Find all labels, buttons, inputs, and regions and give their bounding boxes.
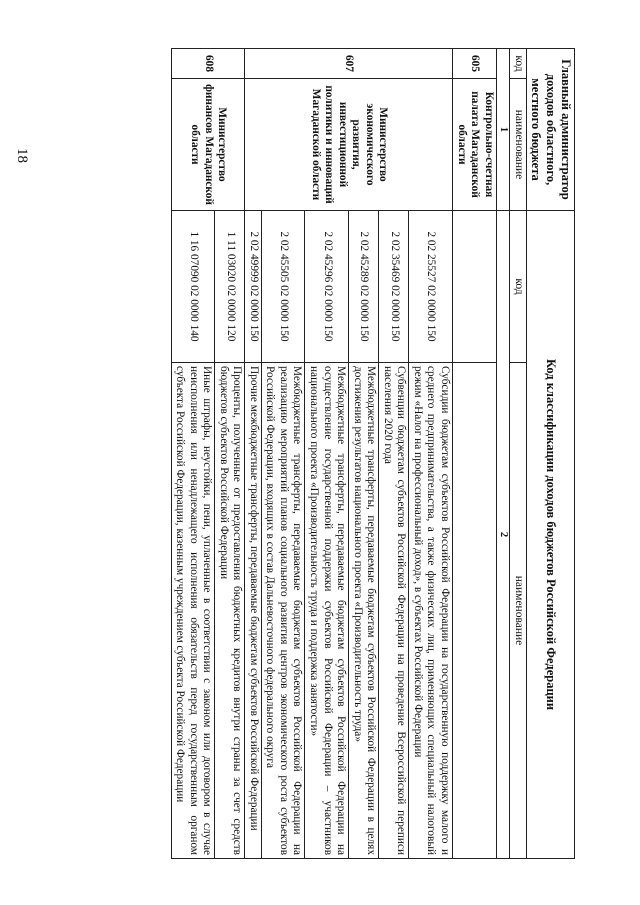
income-name: Прочие межбюджетные трансферты, передаваемые бюджетам субъектов Российской Федерации	[245, 363, 262, 859]
income-name: Межбюджетные трансферты, передаваемые бюджетам субъектов Российской Федерации на осуществление государственной поддержки субъектов Российской Федерации – участников национального проекта «Производительность труда и поддержка занятости»	[305, 363, 349, 859]
column-number-1: 1	[496, 49, 510, 211]
income-name: Субсидии бюджетам субъектов Российской Федерации на государственную поддержку малого и среднего предпринимательства, а также физических лиц, применяющих специальный налоговый режим «Налог на профессиональный доход», в субъектах Российской Федерации	[409, 363, 453, 859]
income-code: 2 02 49999 02 0000 150	[245, 211, 262, 363]
admin-name: Министерство экономического развития, инвестиционной политики и инноваций Магаданской области	[245, 79, 453, 211]
admin-group-header: Главный администратор доходов областного, местного бюджета	[527, 49, 575, 211]
income-classification-table	[171, 48, 575, 859]
column-number-2: 2	[496, 211, 510, 859]
admin-code-header: код	[510, 49, 527, 79]
income-code: 2 02 45296 02 0000 150	[305, 211, 349, 363]
income-code: 2 02 25527 02 0000 150	[409, 211, 453, 363]
income-code: 1 11 03020 02 0000 120	[215, 211, 245, 363]
income-code-header: код	[510, 211, 527, 363]
income-name: Межбюджетные трансферты, передаваемые бюджетам субъектов Российской Федерации на реализацию мероприятий планов социального развития центров экономического роста субъектов Российской Федерации, входящих в состав Дальневосточного федерального округа	[261, 363, 305, 859]
income-name: Проценты, полученные от предоставления бюджетных кредитов внутри страны за счет средств бюджетов субъектов Российской Федерации	[215, 363, 245, 859]
admin-code: 607	[245, 49, 453, 79]
table-row	[409, 49, 453, 859]
table-row	[215, 49, 245, 859]
income-code: 2 02 45289 02 0000 150	[349, 211, 379, 363]
page-number: 18	[14, 148, 30, 163]
admin-code: 608	[171, 49, 245, 79]
income-name: Иные штрафы, неустойки, пени, уплаченные в соответствии с законом или договором в случае неисполнения или ненадлежащего исполнения обязательств перед государственным органом субъекта Российской Федерации, казенным учреждением субъекта Российской Федерации	[171, 363, 215, 859]
income-name: Субвенции бюджетам субъектов Российской Федерации на проведение Всероссийской переписи населения 2020 года	[379, 363, 409, 859]
income-code	[452, 211, 496, 363]
income-name-header: наименование	[510, 363, 527, 859]
table-row	[452, 49, 496, 859]
income-code: 2 02 35469 02 0000 150	[379, 211, 409, 363]
income-name	[452, 363, 496, 859]
income-code: 1 16 07090 02 0000 140	[171, 211, 215, 363]
admin-name: Министерство финансов Магаданской области	[171, 79, 245, 211]
admin-name-header: наименование	[510, 79, 527, 211]
income-name: Межбюджетные трансферты, передаваемые бюджетам субъектов Российской Федерации в целях достижения результатов национального проекта «Производительность труда»	[349, 363, 379, 859]
income-code: 2 02 45505 02 0000 150	[261, 211, 305, 363]
admin-name: Контрольно-счетная палата Магаданской области	[452, 79, 496, 211]
classification-group-header: Код классификации доходов бюджетов Российской Федерации	[527, 211, 575, 859]
admin-code: 605	[452, 49, 496, 79]
